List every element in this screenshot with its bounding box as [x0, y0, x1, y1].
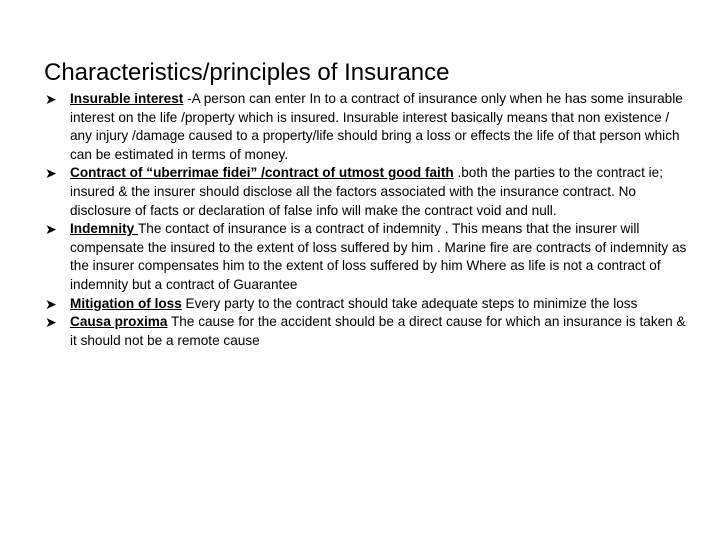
bullet-text: The cause for the accident should be a direct cause for which an insurance is taken & it should not be a remote cause — [70, 314, 686, 348]
bullet-item-insurable-interest — [44, 90, 694, 164]
bullet-term: Contract of “uberrimae fidei” /contract of utmost good faith — [70, 165, 454, 181]
bullet-text: The contact of insurance is a contract of indemnity . This means that the insurer will compensate the insured to the extent of loss suffered by him . Marine fire are contracts of indemnity as the insurer compensates him to the extent of loss suffered by him Where as life is not a contract of indemnity but a contract of Guarantee — [70, 221, 687, 292]
bullet-text: .both the parties to the contract ie; insured & the insurer should disclose all the factors associated with the insurance contract. No disclosure of facts or declaration of false info will make the contract void and null. — [70, 165, 663, 218]
slide-title: Characteristics/principles of Insurance — [44, 59, 450, 86]
arrowhead-bullet-icon: ➤ — [45, 221, 57, 238]
bullet-term: Mitigation of loss — [70, 295, 182, 311]
bullet-list — [44, 90, 694, 350]
bullet-item-utmost-good-faith — [44, 164, 694, 220]
arrowhead-bullet-icon: ➤ — [45, 295, 57, 312]
bullet-item-causa-proxima — [44, 313, 694, 350]
bullet-text: -A person can enter In to a contract of insurance only when he has some insurable interest on the life /property which is insured. Insurable interest basically means that non existence / any injury /damage caused to a property/life should bring a loss or effects the life of that person which can be estimated in terms of money. — [70, 91, 683, 162]
bullet-term: Indemnity — [70, 221, 138, 237]
bullet-item-indemnity — [44, 220, 694, 294]
arrowhead-bullet-icon: ➤ — [45, 165, 57, 182]
bullet-term: Insurable interest — [70, 91, 184, 106]
arrowhead-bullet-icon: ➤ — [45, 314, 57, 331]
bullet-term: Causa proxima — [70, 314, 168, 330]
bullet-text: Every party to the contract should take adequate steps to minimize the loss — [181, 295, 638, 311]
arrowhead-bullet-icon: ➤ — [45, 91, 57, 107]
bullet-item-mitigation-of-loss — [44, 295, 694, 314]
